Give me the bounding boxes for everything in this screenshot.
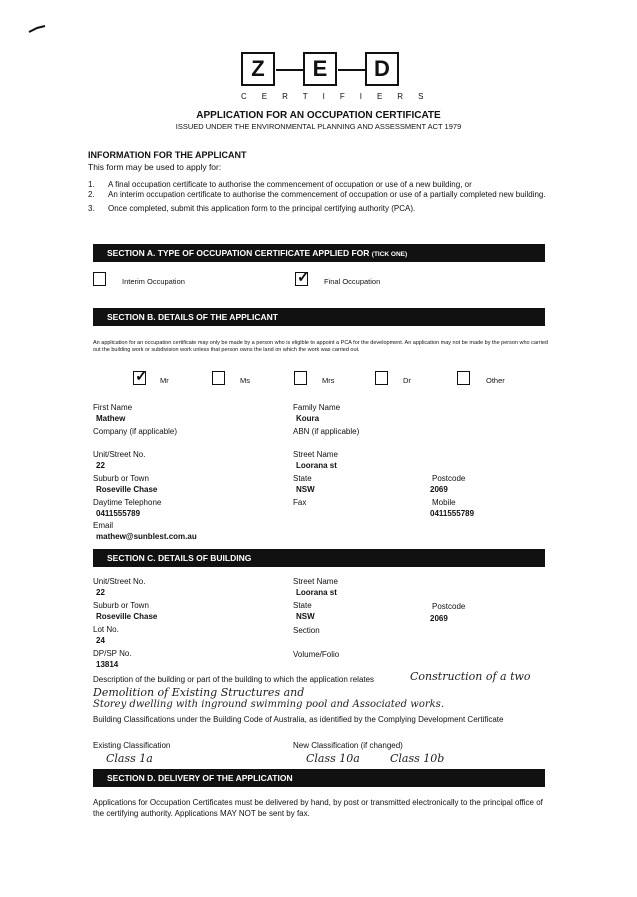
final-occupation-label: Final Occupation — [324, 277, 381, 286]
mobile-label: Mobile — [432, 498, 456, 507]
logo-connector — [338, 69, 365, 71]
building-unit-label: Unit/Street No. — [93, 577, 146, 586]
state-value[interactable]: NSW — [296, 485, 315, 494]
first-name-label: First Name — [93, 403, 133, 412]
unit-value[interactable]: 22 — [96, 461, 105, 470]
title-other-label: Other — [486, 376, 505, 385]
final-occupation-checkbox[interactable] — [295, 269, 310, 286]
info-heading: INFORMATION FOR THE APPLICANT — [88, 150, 247, 160]
document-subtitle: ISSUED UNDER THE ENVIRONMENTAL PLANNING AND ASSESSMENT ACT 1979 — [175, 122, 462, 131]
company-label: Company (if applicable) — [93, 427, 178, 436]
suburb-value[interactable]: Roseville Chase — [96, 485, 158, 494]
scan-mark — [28, 24, 46, 34]
title-other-checkbox[interactable] — [457, 371, 470, 385]
building-state-value[interactable]: NSW — [296, 612, 315, 621]
section-b-heading: SECTION B. DETAILS OF THE APPLICANT — [93, 308, 545, 326]
check-mark-icon: ✓ — [135, 368, 148, 385]
description-handwritten[interactable]: Demolition of Existing Structures and — [93, 686, 305, 699]
check-mark-icon: ✓ — [297, 269, 310, 286]
interim-occupation-label: Interim Occupation — [122, 277, 185, 286]
postcode-value[interactable]: 2069 — [430, 485, 448, 494]
classification-label: Building Classifications under the Building Code of Australia, as identified by the Complying Development Certificate — [93, 715, 504, 724]
dp-value[interactable]: 13814 — [96, 660, 119, 669]
abn-label: ABN (if applicable) — [293, 427, 360, 436]
document-title: APPLICATION FOR AN OCCUPATION CERTIFICATE — [196, 110, 441, 121]
family-name-label: Family Name — [293, 403, 341, 412]
phone-label: Daytime Telephone — [93, 498, 162, 507]
zed-logo — [241, 52, 401, 86]
email-value[interactable]: mathew@sunblest.com.au — [96, 532, 197, 541]
logo-subtitle: CERTIFIERS — [241, 92, 439, 101]
existing-classification-value[interactable]: Class 1a — [106, 752, 153, 765]
building-state-label: State — [293, 601, 312, 610]
phone-value[interactable]: 0411555789 — [96, 509, 141, 518]
family-name-value[interactable]: Koura — [296, 414, 320, 423]
section-d-heading: SECTION D. DELIVERY OF THE APPLICATION — [93, 769, 545, 787]
dp-label: DP/SP No. — [93, 649, 132, 658]
list-item: 3. Once completed, submit this application form to the principal certifying authority (PCA). — [88, 204, 416, 213]
description-handwritten[interactable]: Storey dwelling with inground swimming pool and Associated works. — [93, 699, 444, 710]
unit-label: Unit/Street No. — [93, 450, 146, 459]
building-street-value[interactable]: Loorana st — [296, 588, 337, 597]
description-handwritten[interactable]: Construction of a two — [410, 670, 531, 683]
lot-label: Lot No. — [93, 625, 119, 634]
lot-value[interactable]: 24 — [96, 636, 105, 645]
email-label: Email — [93, 521, 114, 530]
list-item: 2. An interim occupation certificate to authorise the commencement of occupation or use of a partially completed new building. — [88, 190, 546, 199]
new-classification-value[interactable]: Class 10a — [306, 752, 360, 765]
section-label: Section — [293, 626, 320, 635]
existing-classification-label: Existing Classification — [93, 741, 171, 750]
building-postcode-label: Postcode — [432, 602, 466, 611]
logo-connector — [276, 69, 303, 71]
title-mr-label: Mr — [160, 376, 169, 385]
volume-label: Volume/Folio — [293, 650, 340, 659]
building-suburb-value[interactable]: Roseville Chase — [96, 612, 158, 621]
logo-letter-e: E — [303, 52, 337, 86]
title-dr-label: Dr — [403, 376, 411, 385]
fax-label: Fax — [293, 498, 307, 507]
new-classification-label: New Classification (if changed) — [293, 741, 403, 750]
state-label: State — [293, 474, 312, 483]
title-dr-checkbox[interactable] — [375, 371, 388, 385]
title-mrs-label: Mrs — [322, 376, 335, 385]
info-list — [88, 180, 548, 214]
description-label: Description of the building or part of the building to which the application relates — [93, 675, 375, 684]
title-ms-label: Ms — [240, 376, 250, 385]
section-b-note: An application for an occupation certificate may only be made by a person who is eligible to appoint a PCA for the development. An application may not be made by the person who carried out the building work or subdivision work unless that person owns the land on which the work was carried out. — [93, 340, 548, 353]
mobile-value[interactable]: 0411555789 — [430, 509, 475, 518]
street-value[interactable]: Loorana st — [296, 461, 337, 470]
section-c-heading: SECTION C. DETAILS OF BUILDING — [93, 549, 545, 567]
interim-occupation-checkbox[interactable] — [93, 272, 106, 286]
title-mrs-checkbox[interactable] — [294, 371, 307, 385]
building-street-label: Street Name — [293, 577, 338, 586]
building-postcode-value[interactable]: 2069 — [430, 614, 448, 623]
street-label: Street Name — [293, 450, 338, 459]
building-unit-value[interactable]: 22 — [96, 588, 105, 597]
new-classification-value[interactable]: Class 10b — [390, 752, 445, 765]
building-suburb-label: Suburb or Town — [93, 601, 149, 610]
postcode-label: Postcode — [432, 474, 466, 483]
title-mr-checkbox[interactable] — [133, 368, 148, 385]
suburb-label: Suburb or Town — [93, 474, 149, 483]
section-a-heading: SECTION A. TYPE OF OCCUPATION CERTIFICATE APPLIED FOR (TICK ONE) — [93, 244, 545, 262]
list-item: 1. A final occupation certificate to authorise the commencement of occupation or use of a new building, or — [88, 180, 472, 189]
delivery-text: Applications for Occupation Certificates must be delivered by hand, by post or transmitted electronically to the principal office of the certifying authority. Applications MAY NOT be sent by fax. — [93, 798, 543, 818]
logo-letter-d: D — [365, 52, 399, 86]
logo-letter-z: Z — [241, 52, 275, 86]
info-subheading: This form may be used to apply for: — [88, 162, 222, 172]
title-ms-checkbox[interactable] — [212, 371, 225, 385]
first-name-value[interactable]: Mathew — [96, 414, 126, 423]
